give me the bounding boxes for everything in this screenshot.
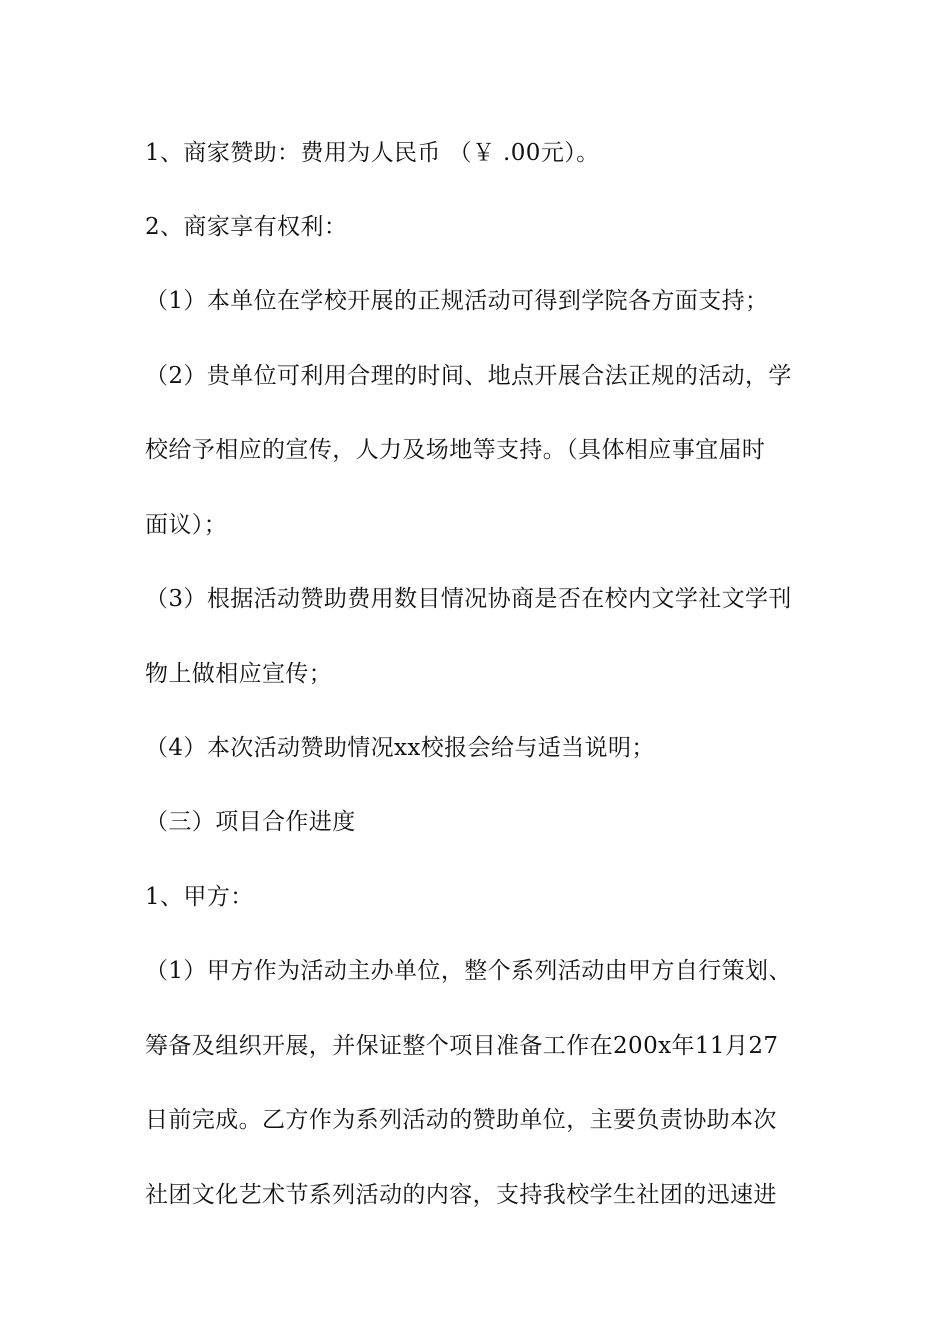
- text-line: 社团文化艺术节系列活动的内容，支持我校学生社团的迅速进: [145, 1182, 777, 1208]
- text-line: 筹备及组织开展，并保证整个项目准备工作在200x年11月27: [145, 1033, 779, 1059]
- text-line: 2、商家享有权利：: [145, 214, 348, 240]
- section-heading: （三）项目合作进度: [145, 809, 356, 835]
- text-line: 面议）；: [145, 512, 228, 538]
- text-line: 日前完成。乙方作为系列活动的赞助单位，主要负责协助本次: [145, 1107, 777, 1133]
- text-line: （4）本次活动赞助情况xx校报会给与适当说明；: [145, 735, 655, 761]
- text-line: （2）贵单位可利用合理的时间、地点开展合法正规的活动，学: [145, 363, 792, 389]
- text-line: 1、甲方：: [145, 884, 254, 910]
- text-line: （3）根据活动赞助费用数目情况协商是否在校内文学社文学刊: [145, 586, 792, 612]
- text-line: （1）本单位在学校开展的正规活动可得到学院各方面支持；: [145, 288, 769, 314]
- text-line: 校给予相应的宣传，人力及场地等支持。（具体相应事宜届时: [145, 437, 766, 463]
- text-line: （1）甲方作为活动主办单位，整个系列活动由甲方自行策划、: [145, 958, 792, 984]
- text-line: 物上做相应宣传；: [145, 661, 333, 687]
- text-line: 1、商家赞助：费用为人民币 （￥ .00元）。: [145, 140, 600, 166]
